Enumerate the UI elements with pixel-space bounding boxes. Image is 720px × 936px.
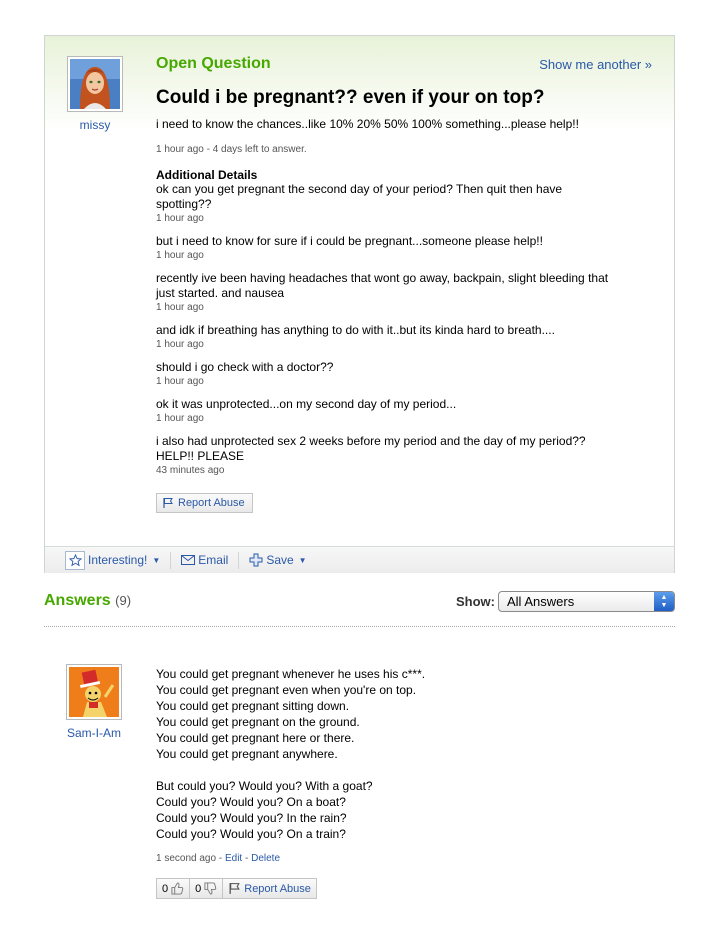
- thumbs-down-button[interactable]: [190, 879, 223, 898]
- email-button[interactable]: [181, 552, 239, 569]
- show-another-link[interactable]: Show me another »: [539, 57, 652, 72]
- chevron-down-icon: ▼: [298, 555, 307, 565]
- answerer-avatar-image: [69, 667, 119, 717]
- answer-line: But could you? Would you? With a goat?: [156, 779, 373, 793]
- report-abuse-button[interactable]: [156, 493, 253, 513]
- detail-text: should i go check with a doctor??: [156, 360, 334, 374]
- answer-vote-bar: [156, 878, 317, 899]
- detail-time: 1 hour ago: [156, 413, 204, 424]
- detail-time: 1 hour ago: [156, 213, 204, 224]
- asker-name[interactable]: missy: [79, 118, 111, 132]
- meta-separator: -: [244, 853, 249, 864]
- answers-count: (9): [115, 593, 132, 608]
- answer-meta: [156, 853, 280, 864]
- flag-icon: [162, 497, 174, 509]
- save-label: Save: [266, 553, 294, 567]
- answer-report-abuse-label: Report Abuse: [244, 882, 311, 895]
- detail-time: 1 hour ago: [156, 302, 204, 313]
- detail-text: but i need to know for sure if i could be pregnant...someone please help!!: [156, 234, 543, 248]
- thumbs-down-count: 0: [195, 882, 202, 895]
- thumbs-up-icon: [171, 882, 184, 895]
- detail-item: [156, 234, 656, 262]
- question-body: i need to know the chances..like 10% 20% 50% 100% something...please help!!: [156, 117, 579, 131]
- show-filter-value: All Answers: [507, 594, 575, 609]
- select-arrows-icon: ▲ ▼: [654, 592, 674, 611]
- show-filter-label: Show:: [456, 594, 495, 609]
- answer-report-abuse-button[interactable]: [223, 879, 316, 898]
- question-panel: [44, 35, 675, 573]
- answer-line: You could get pregnant even when you're on top.: [156, 683, 417, 697]
- interesting-label: Interesting!: [88, 553, 148, 567]
- answer-line: Could you? Would you? On a train?: [156, 827, 346, 841]
- detail-item: [156, 360, 656, 388]
- detail-time: 1 hour ago: [156, 339, 204, 350]
- answer-line: You could get pregnant whenever he uses his c***.: [156, 667, 426, 681]
- answer-time: 1 second ago: [156, 853, 217, 864]
- detail-text: and idk if breathing has anything to do with it..but its kinda hard to breath....: [156, 323, 555, 337]
- delete-link[interactable]: Delete: [251, 853, 281, 864]
- detail-text: ok can you get pregnant the second day of your period? Then quit then have: [156, 182, 563, 196]
- answer-line: You could get pregnant anywhere.: [156, 747, 338, 761]
- detail-text: spotting??: [156, 197, 212, 211]
- thumbs-up-button[interactable]: [157, 879, 190, 898]
- answer-body: [156, 666, 636, 842]
- answerer-avatar[interactable]: [66, 664, 122, 720]
- question-action-bar: [45, 546, 674, 573]
- flag-icon: [228, 882, 241, 895]
- detail-item: [156, 434, 656, 477]
- answers-title: Answers: [44, 592, 111, 609]
- detail-item: [156, 271, 656, 314]
- detail-text: recently ive been having headaches that wont go away, backpain, slight bleeding that: [156, 271, 609, 285]
- answerer-name[interactable]: Sam-I-Am: [67, 726, 121, 740]
- envelope-icon: [181, 555, 195, 565]
- interesting-button[interactable]: [65, 552, 171, 569]
- detail-item: [156, 182, 656, 225]
- question-status-label: Open Question: [156, 55, 271, 72]
- detail-time: 43 minutes ago: [156, 465, 225, 476]
- detail-text: just started. and nausea: [156, 286, 285, 300]
- detail-text: i also had unprotected sex 2 weeks before my period and the day of my period??: [156, 434, 586, 448]
- answers-divider: [44, 626, 675, 627]
- meta-separator: -: [218, 853, 223, 864]
- chevron-down-icon: ▼: [152, 555, 161, 565]
- answer-line: You could get pregnant on the ground.: [156, 715, 360, 729]
- answers-heading: [44, 592, 131, 610]
- detail-item: [156, 397, 656, 425]
- detail-item: [156, 323, 656, 351]
- additional-details: [156, 169, 656, 486]
- question-meta: 1 hour ago - 4 days left to answer.: [156, 144, 307, 155]
- detail-text: HELP!! PLEASE: [156, 449, 245, 463]
- star-icon: [65, 551, 85, 570]
- answer-line: [156, 762, 636, 778]
- answer-line: Could you? Would you? On a boat?: [156, 795, 346, 809]
- answer-line: You could get pregnant sitting down.: [156, 699, 350, 713]
- plus-icon: [249, 553, 263, 567]
- edit-link[interactable]: Edit: [224, 853, 243, 864]
- thumbs-down-icon: [204, 882, 217, 895]
- answer-line: You could get pregnant here or there.: [156, 731, 355, 745]
- detail-time: 1 hour ago: [156, 376, 204, 387]
- answer-line: Could you? Would you? In the rain?: [156, 811, 347, 825]
- additional-details-header: Additional Details: [156, 168, 258, 182]
- report-abuse-label: Report Abuse: [178, 497, 245, 509]
- thumbs-up-count: 0: [162, 882, 169, 895]
- show-filter-select[interactable]: [498, 591, 675, 612]
- detail-time: 1 hour ago: [156, 250, 204, 261]
- email-label: Email: [198, 553, 229, 567]
- save-button[interactable]: [249, 552, 316, 569]
- asker-avatar[interactable]: [67, 56, 123, 112]
- detail-text: ok it was unprotected...on my second day of my period...: [156, 397, 457, 411]
- question-title: Could i be pregnant?? even if your on top?: [156, 87, 545, 108]
- asker-avatar-image: [70, 59, 120, 109]
